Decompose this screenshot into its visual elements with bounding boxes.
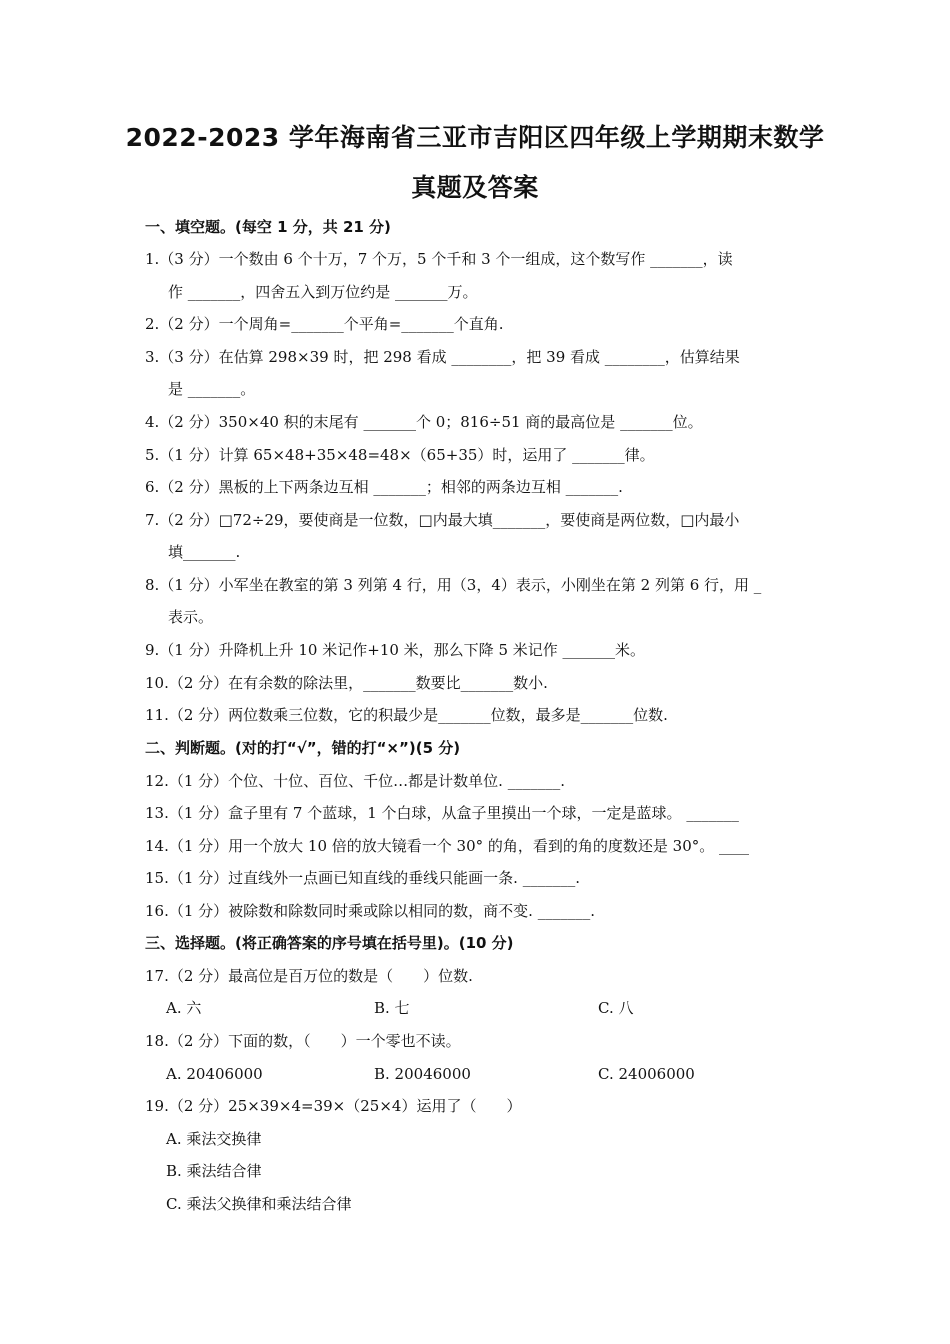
question-8-line-2: 表示。	[168, 608, 214, 626]
section-heading-fill-blank: 一、填空题。(每空 1 分，共 21 分)	[145, 218, 391, 236]
question-7-line-2: 填_______.	[168, 543, 241, 561]
question-10: 10.（2 分）在有余数的除法里，_______数要比_______数小.	[145, 674, 548, 692]
question-9: 9.（1 分）升降机上升 10 米记作+10 米，那么下降 5 米记作 _______米。	[145, 641, 646, 659]
question-17-option-c: C. 八	[598, 999, 634, 1017]
question-17: 17.（2 分）最高位是百万位的数是（ ）位数.	[145, 967, 473, 985]
section-heading-multiple-choice: 三、选择题。(将正确答案的序号填在括号里)。(10 分)	[145, 934, 514, 952]
question-8-line-1: 8.（1 分）小军坐在教室的第 3 列第 4 行，用（3，4）表示，小刚坐在第 2 列第 6 行，用 _	[145, 576, 762, 594]
question-2: 2.（2 分）一个周角=_______个平角=_______个直角.	[145, 315, 504, 333]
question-7-line-1: 7.（2 分）□72÷29，要使商是一位数，□内最大填_______，要使商是两位数，□内最小	[145, 511, 740, 529]
question-11: 11.（2 分）两位数乘三位数，它的积最少是_______位数，最多是_______位数.	[145, 706, 668, 724]
question-4: 4.（2 分）350×40 积的末尾有 _______个 0；816÷51 商的最高位是 _______位。	[145, 413, 703, 431]
question-3-line-1: 3.（3 分）在估算 298×39 时，把 298 看成 ________，把 39 看成 ________，估算结果	[145, 348, 740, 366]
question-18-option-a: A. 20406000	[166, 1065, 263, 1083]
question-16: 16.（1 分）被除数和除数同时乘或除以相同的数，商不变. _______.	[145, 902, 595, 920]
section-heading-true-false: 二、判断题。(对的打“√”，错的打“×”)(5 分)	[145, 739, 461, 757]
question-18-option-b: B. 20046000	[374, 1065, 471, 1083]
question-3-line-2: 是 _______。	[168, 380, 256, 398]
question-18: 18.（2 分）下面的数，（ ）一个零也不读。	[145, 1032, 461, 1050]
question-1-line-1: 1.（3 分）一个数由 6 个十万，7 个万，5 个千和 3 个一组成，这个数写作 _______，读	[145, 250, 733, 268]
question-6: 6.（2 分）黑板的上下两条边互相 _______；相邻的两条边互相 _______.	[145, 478, 623, 496]
question-1-line-2: 作 _______，四舍五入到万位约是 _______万。	[168, 283, 478, 301]
question-5: 5.（1 分）计算 65×48+35×48=48×（65+35）时，运用了 _______律。	[145, 446, 655, 464]
question-19-option-a: A. 乘法交换律	[166, 1130, 262, 1148]
question-15: 15.（1 分）过直线外一点画已知直线的垂线只能画一条. _______.	[145, 869, 580, 887]
question-13: 13.（1 分）盒子里有 7 个蓝球，1 个白球，从盒子里摸出一个球，一定是蓝球。 _______	[145, 804, 739, 822]
question-17-option-b: B. 七	[374, 999, 410, 1017]
question-19: 19.（2 分）25×39×4=39×（25×4）运用了（ ）	[145, 1097, 522, 1115]
question-14: 14.（1 分）用一个放大 10 倍的放大镜看一个 30° 的角，看到的角的度数还是 30°。 ____	[145, 837, 750, 855]
document-title-line-2: 真题及答案	[411, 173, 539, 202]
question-18-option-c: C. 24006000	[598, 1065, 695, 1083]
question-17-option-a: A. 六	[166, 999, 202, 1017]
document-title-line-1: 2022-2023 学年海南省三亚市吉阳区四年级上学期期末数学	[125, 123, 825, 152]
question-19-option-b: B. 乘法结合律	[166, 1162, 262, 1180]
question-12: 12.（1 分）个位、十位、百位、千位…都是计数单位. _______.	[145, 772, 565, 790]
question-19-option-c: C. 乘法父换律和乘法结合律	[166, 1195, 352, 1213]
